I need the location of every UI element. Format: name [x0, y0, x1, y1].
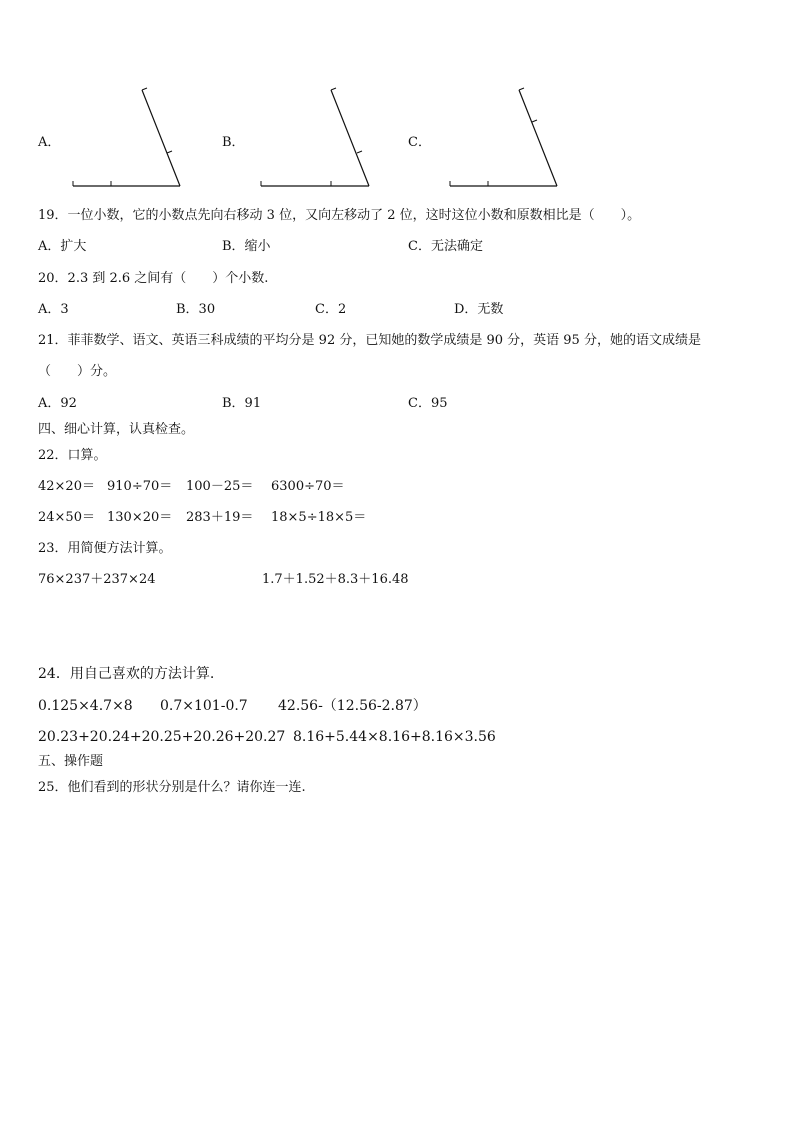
q24-row2-item-2: 8.16+5.44×8.16+8.16×3.56	[293, 729, 496, 745]
q22-row2-item-3: 283＋19＝	[186, 510, 254, 525]
q21-question-line2: （ ）分。	[38, 364, 117, 379]
angle-c-slanted-ray	[519, 90, 557, 186]
q18-option-c-angle-figure	[447, 84, 567, 194]
section-5-title: 五、操作题	[38, 754, 104, 769]
q19-option-b[interactable]: B．缩小	[222, 239, 271, 254]
q18-option-a-label[interactable]: A．	[38, 135, 61, 150]
q22-row1-item-2: 910÷70＝	[107, 479, 173, 494]
section-4-title: 四、细心计算，认真检查。	[38, 422, 195, 437]
angle-a-slant-tick-mid	[167, 151, 172, 153]
q22-row1-item-1: 42×20＝	[38, 479, 95, 494]
q24-row1-item-1: 0.125×4.7×8	[38, 698, 133, 714]
q19-option-a[interactable]: A．扩大	[38, 239, 87, 254]
q18-option-b-angle-figure	[258, 84, 378, 194]
q24-title: 24．用自己喜欢的方法计算.	[38, 666, 215, 682]
angle-c-slant-tick-end	[519, 88, 524, 90]
angle-a-slant-tick-end	[142, 88, 147, 90]
q23-expression-1: 76×237＋237×24	[38, 572, 156, 587]
q22-row1-item-4: 6300÷70＝	[271, 479, 345, 494]
q22-row1-item-3: 100－25＝	[186, 479, 254, 494]
angle-a-slanted-ray	[142, 90, 180, 186]
q18-option-a-angle-figure	[70, 84, 190, 194]
q21-option-a[interactable]: A．92	[38, 396, 77, 411]
q19-question: 19．一位小数，它的小数点先向右移动 3 位，又向左移动了 2 位，这时这位小数和原数相比是（ ）。	[38, 208, 641, 223]
q23-title: 23．用简便方法计算。	[38, 541, 172, 556]
angle-b-slanted-ray	[331, 90, 369, 186]
q20-question: 20．2.3 到 2.6 之间有（ ）个小数.	[38, 271, 269, 286]
q22-row2-item-4: 18×5÷18×5＝	[271, 510, 367, 525]
angle-c-slant-tick-mid	[532, 120, 537, 122]
q25-title: 25．他们看到的形状分别是什么？请你连一连.	[38, 780, 306, 795]
angle-b-slant-tick-mid	[357, 151, 362, 153]
q18-option-b-label[interactable]: B．	[222, 135, 245, 150]
q21-question-line1: 21．菲菲数学、语文、英语三科成绩的平均分是 92 分，已知她的数学成绩是 90 分，英语 95 分，她的语文成绩是	[38, 333, 701, 348]
q20-option-a[interactable]: A．3	[38, 302, 69, 317]
q20-option-b[interactable]: B．30	[176, 302, 216, 317]
q20-option-d[interactable]: D．无数	[454, 302, 504, 317]
q22-row2-item-1: 24×50＝	[38, 510, 95, 525]
angle-b-slant-tick-end	[331, 88, 336, 90]
q23-expression-2: 1.7＋1.52＋8.3＋16.48	[262, 572, 409, 587]
q22-title: 22．口算。	[38, 448, 107, 463]
q22-row2-item-2: 130×20＝	[107, 510, 173, 525]
q24-row2-item-1: 20.23+20.24+20.25+20.26+20.27	[38, 729, 286, 745]
q24-row1-item-2: 0.7×101-0.7	[160, 698, 248, 714]
q19-option-c[interactable]: C．无法确定	[408, 239, 483, 254]
q21-option-c[interactable]: C．95	[408, 396, 448, 411]
q21-option-b[interactable]: B．91	[222, 396, 262, 411]
q24-row1-item-3: 42.56-（12.56-2.87）	[278, 698, 427, 714]
q20-option-c[interactable]: C．2	[315, 302, 347, 317]
q18-option-c-label[interactable]: C．	[408, 135, 431, 150]
